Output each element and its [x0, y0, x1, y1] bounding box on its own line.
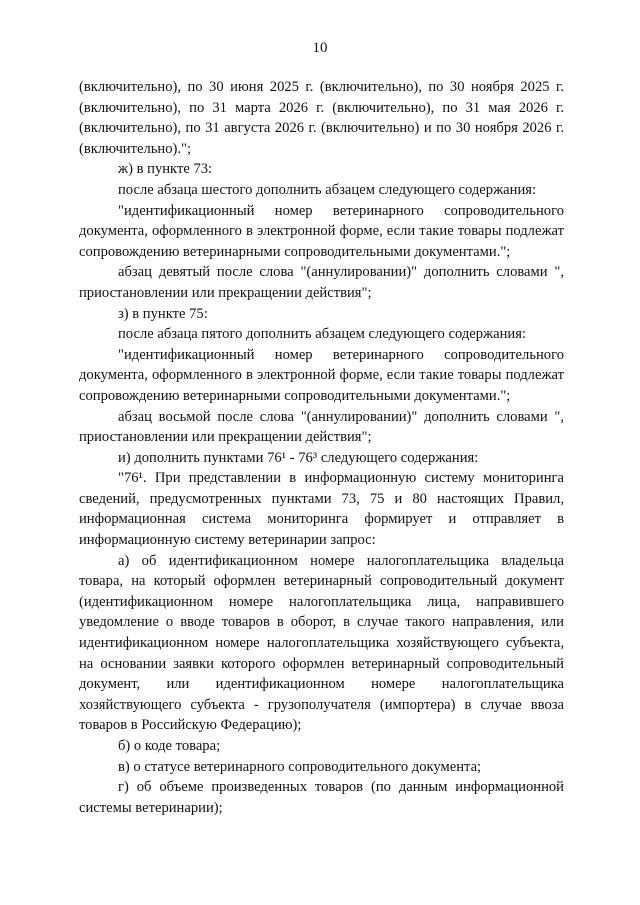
paragraph-item-z: з) в пункте 75:	[118, 305, 208, 322]
paragraph-point-76-1: "76¹. При представлении в информационную систему мониторинга сведений, предусмотренных пунктами 73, 75 и 80 настоящих Правил, информационная система мониторинга формирует и отправляет в информационную систему ветеринарии запрос:	[79, 470, 564, 549]
paragraph-quoted-text: "идентификационный номер ветеринарного сопроводительного документа, оформленного в электронной форме, если такие товары подлежат сопровождению ветеринарными сопроводительными документами.";	[79, 346, 564, 404]
paragraph-subitem-b: б) о коде товара;	[118, 738, 221, 754]
paragraph-subitem-v: в) о статусе ветеринарного сопроводительного документа;	[118, 758, 482, 775]
paragraph-instruction: после абзаца пятого дополнить абзацем следующего содержания:	[118, 326, 526, 343]
paragraph-subitem-a: а) об идентификационном номере налогоплательщика владельца товара, на который оформлен ветеринарный сопроводительный документ (идентификационном номере налогоплательщика лица, направившего уведомление о вводе товаров в оборот, в случае такого направления, или идентификационном номере налогоплательщика хозяйствующего субъекта, на основании заявки которого оформлен ветеринарный сопроводительный документ, или идентификационном номере налогоплательщика хозяйствующего субъекта - грузополучателя (импортера) в случае ввоза товаров в Российскую Федерацию);	[79, 552, 564, 734]
document-body	[79, 77, 564, 818]
paragraph-deadlines-continuation: (включительно), по 30 июня 2025 г. (включительно), по 30 ноября 2025 г. (включительно), по 31 марта 2026 г. (включительно), по 31 мая 2026 г. (включительно), по 31 августа 2026 г. (включительно) и по 30 ноября 2026 г. (включительно).";	[79, 79, 564, 157]
paragraph-instruction: абзац девятый после слова "(аннулировании)" дополнить словами ", приостановлении или прекращении действия";	[79, 264, 564, 301]
paragraph-quoted-text: "идентификационный номер ветеринарного сопроводительного документа, оформленного в электронной форме, если такие товары подлежат сопровождению ветеринарными сопроводительными документами.";	[79, 202, 564, 260]
paragraph-instruction: абзац восьмой после слова "(аннулировании)" дополнить словами ", приостановлении или прекращении действия";	[79, 408, 564, 446]
paragraph-subitem-g: г) об объеме произведенных товаров (по данным информационной системы ветеринарии);	[79, 779, 564, 816]
paragraph-item-i: и) дополнить пунктами 76¹ - 76³ следующего содержания:	[118, 449, 479, 466]
paragraph-instruction: после абзаца шестого дополнить абзацем следующего содержания:	[118, 181, 537, 198]
paragraph-item-zh: ж) в пункте 73:	[118, 161, 213, 178]
page-number: 10	[312, 40, 328, 56]
